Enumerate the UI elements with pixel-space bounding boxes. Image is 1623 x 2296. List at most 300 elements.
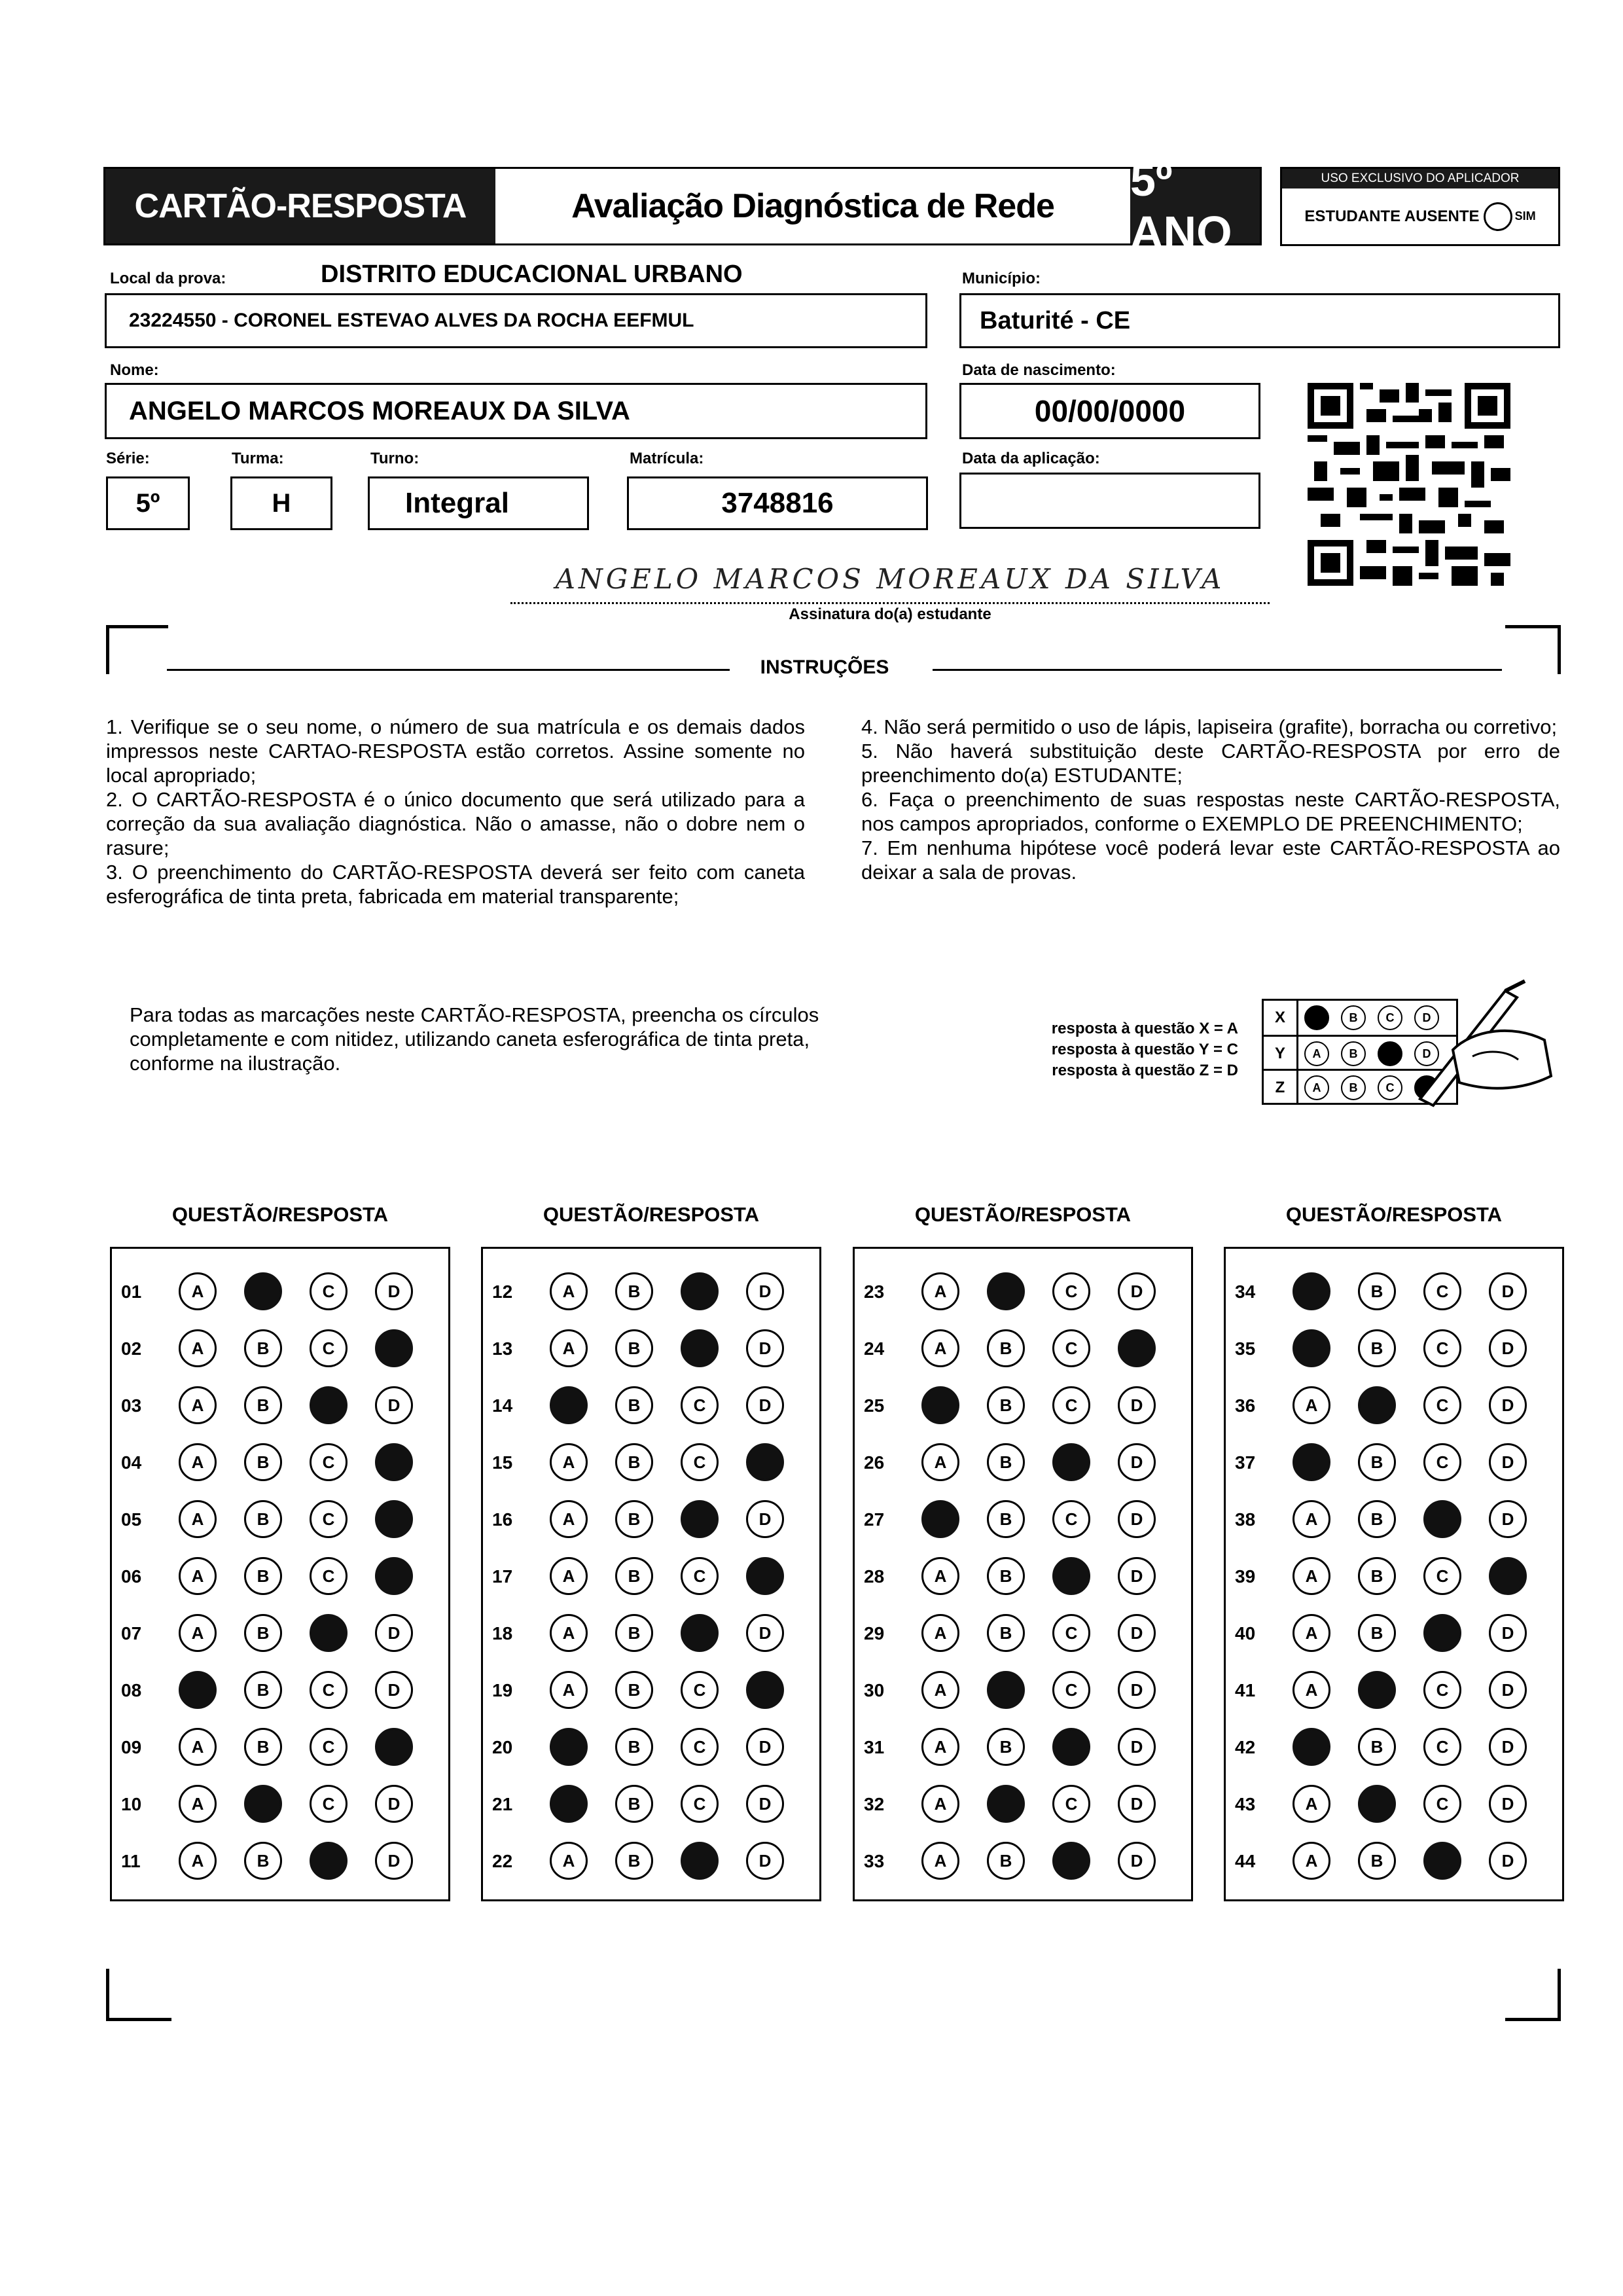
answer-bubble-a[interactable] [921, 1500, 959, 1538]
answer-bubble-a[interactable] [1293, 1728, 1330, 1766]
answer-bubble-c[interactable]: C [1423, 1785, 1461, 1823]
answer-bubble-b[interactable]: B [244, 1728, 282, 1766]
answer-bubble-a[interactable]: A [179, 1500, 217, 1538]
answer-bubble-a[interactable] [550, 1386, 588, 1424]
answer-bubble-a[interactable] [1293, 1443, 1330, 1481]
instruction-2: 2. O CARTÃO-RESPOSTA é o único documento que será utilizado para a correção da sua avaliação diagnóstica. Não o amasse, não o dobre nem o rasure; [106, 788, 805, 859]
answer-bubble-d[interactable]: D [1118, 1614, 1156, 1652]
instructions-right [861, 715, 1560, 884]
question-row [855, 1325, 1191, 1371]
question-number: 30 [864, 1680, 885, 1700]
example-line-y: resposta à questão Y = C [1051, 1041, 1238, 1058]
grade-label: 5º ANO [1130, 169, 1260, 243]
answer-bubble-c[interactable] [1052, 1557, 1090, 1595]
answer-bubble-c[interactable] [681, 1842, 719, 1880]
answer-bubble-a[interactable] [550, 1728, 588, 1766]
answer-bubble-a[interactable]: A [550, 1329, 588, 1367]
absent-label: ESTUDANTE AUSENTE [1304, 207, 1480, 225]
answer-bubble-d[interactable]: D [1118, 1386, 1156, 1424]
answer-bubble-b[interactable] [1358, 1386, 1396, 1424]
question-row [112, 1325, 448, 1371]
example-line-z: resposta à questão Z = D [1052, 1062, 1238, 1079]
answer-bubble-a[interactable]: A [921, 1614, 959, 1652]
answer-column-3 [853, 1247, 1193, 1901]
absent-bubble[interactable] [1484, 202, 1512, 231]
question-number: 21 [492, 1794, 513, 1814]
question-row [1226, 1382, 1562, 1428]
question-number: 29 [864, 1623, 885, 1643]
answer-bubble-b[interactable]: B [615, 1785, 653, 1823]
answer-bubble-c[interactable]: C [1052, 1500, 1090, 1538]
answer-bubble-a[interactable]: A [921, 1842, 959, 1880]
answer-bubble-c[interactable]: C [681, 1443, 719, 1481]
question-number: 02 [121, 1338, 142, 1359]
question-number: 06 [121, 1566, 142, 1587]
example-bubble-c [1378, 1041, 1402, 1066]
answer-bubble-d[interactable]: D [375, 1614, 413, 1652]
answer-bubble-d[interactable]: D [746, 1785, 784, 1823]
answer-bubble-c[interactable] [681, 1272, 719, 1310]
question-row [483, 1553, 819, 1599]
answer-bubble-a[interactable]: A [1293, 1500, 1330, 1538]
question-number: 19 [492, 1680, 513, 1700]
answer-bubble-b[interactable]: B [615, 1614, 653, 1652]
question-row [1226, 1781, 1562, 1827]
question-number: 09 [121, 1737, 142, 1757]
question-row [483, 1724, 819, 1770]
answer-bubble-a[interactable]: A [1293, 1386, 1330, 1424]
answer-bubble-b[interactable]: B [1358, 1557, 1396, 1595]
answer-bubble-d[interactable]: D [1118, 1443, 1156, 1481]
applicator-box [1280, 167, 1560, 246]
answer-bubble-c[interactable]: C [1052, 1272, 1090, 1310]
answer-bubble-d[interactable]: D [1489, 1386, 1527, 1424]
answer-bubble-a[interactable]: A [921, 1557, 959, 1595]
example-question-label: Z [1264, 1071, 1298, 1105]
turno-label: Turno: [370, 450, 419, 467]
answer-bubble-b[interactable]: B [244, 1443, 282, 1481]
answer-bubble-c[interactable] [310, 1386, 348, 1424]
serie-field[interactable]: 5º [106, 476, 190, 530]
answer-bubble-c[interactable]: C [1052, 1386, 1090, 1424]
answer-bubble-a[interactable]: A [550, 1842, 588, 1880]
answer-bubble-c[interactable]: C [310, 1272, 348, 1310]
answer-bubble-d[interactable]: D [1489, 1272, 1527, 1310]
answer-bubble-a[interactable]: A [179, 1728, 217, 1766]
answer-bubble-d[interactable]: D [1489, 1671, 1527, 1709]
answer-bubble-b[interactable]: B [615, 1500, 653, 1538]
question-row [855, 1496, 1191, 1542]
answer-bubble-a[interactable]: A [1293, 1557, 1330, 1595]
question-number: 38 [1235, 1509, 1256, 1530]
answer-bubble-b[interactable] [244, 1272, 282, 1310]
answer-bubble-a[interactable]: A [921, 1443, 959, 1481]
answer-bubble-a[interactable]: A [179, 1329, 217, 1367]
answer-bubble-b[interactable]: B [1358, 1614, 1396, 1652]
answer-bubble-b[interactable]: B [987, 1443, 1025, 1481]
question-row [483, 1325, 819, 1371]
answer-bubble-d[interactable] [1118, 1329, 1156, 1367]
question-number: 08 [121, 1680, 142, 1700]
answer-bubble-a[interactable]: A [550, 1500, 588, 1538]
question-row [483, 1667, 819, 1713]
answer-bubble-b[interactable]: B [987, 1728, 1025, 1766]
answer-bubble-b[interactable]: B [244, 1329, 282, 1367]
answer-bubble-c[interactable] [681, 1614, 719, 1652]
question-number: 35 [1235, 1338, 1256, 1359]
answer-bubble-b[interactable]: B [1358, 1443, 1396, 1481]
example-question-label: X [1264, 1001, 1298, 1035]
answer-bubble-c[interactable]: C [1052, 1671, 1090, 1709]
answer-bubble-d[interactable]: D [746, 1329, 784, 1367]
answer-bubble-b[interactable]: B [987, 1557, 1025, 1595]
question-row [112, 1838, 448, 1884]
question-row [112, 1781, 448, 1827]
municipio-field[interactable]: Baturité - CE [959, 293, 1560, 348]
answer-bubble-c[interactable]: C [1423, 1386, 1461, 1424]
answer-bubble-d[interactable]: D [1118, 1785, 1156, 1823]
question-row [1226, 1268, 1562, 1314]
question-number: 05 [121, 1509, 142, 1530]
example-bubble-b: B [1341, 1005, 1366, 1030]
answer-bubble-b[interactable] [244, 1785, 282, 1823]
question-number: 07 [121, 1623, 142, 1643]
question-number: 37 [1235, 1452, 1256, 1473]
question-number: 22 [492, 1851, 513, 1871]
answer-bubble-d[interactable]: D [1118, 1272, 1156, 1310]
qr-code [1308, 383, 1510, 586]
answer-bubble-a[interactable]: A [550, 1443, 588, 1481]
question-row [855, 1781, 1191, 1827]
question-row [1226, 1439, 1562, 1485]
answer-bubble-a[interactable]: A [179, 1842, 217, 1880]
answer-bubble-a[interactable]: A [1293, 1785, 1330, 1823]
answer-bubble-d[interactable] [746, 1671, 784, 1709]
answer-bubble-c[interactable] [310, 1614, 348, 1652]
answer-bubble-b[interactable]: B [615, 1443, 653, 1481]
question-number: 04 [121, 1452, 142, 1473]
question-number: 27 [864, 1509, 885, 1530]
answer-bubble-c[interactable] [310, 1842, 348, 1880]
example-line-x: resposta à questão X = A [1051, 1020, 1238, 1037]
answer-bubble-d[interactable]: D [375, 1671, 413, 1709]
answer-bubble-c[interactable]: C [1423, 1443, 1461, 1481]
answer-bubble-b[interactable]: B [615, 1272, 653, 1310]
question-row [483, 1838, 819, 1884]
question-row [483, 1781, 819, 1827]
answer-bubble-a[interactable]: A [179, 1614, 217, 1652]
question-row [1226, 1610, 1562, 1656]
question-row [855, 1838, 1191, 1884]
question-row [855, 1610, 1191, 1656]
answer-bubble-c[interactable]: C [1052, 1329, 1090, 1367]
answer-bubble-b[interactable]: B [987, 1614, 1025, 1652]
example-bubble-d: D [1414, 1005, 1439, 1030]
instruction-4: 4. Não será permitido o uso de lápis, lapiseira (grafite), borracha ou corretivo; [861, 715, 1558, 738]
corner-mark-top-right [1505, 625, 1561, 674]
answer-column-1 [110, 1247, 450, 1901]
question-row [483, 1268, 819, 1314]
answer-bubble-b[interactable]: B [1358, 1329, 1396, 1367]
instructions-left [106, 715, 805, 908]
instructions-rule-left [167, 669, 730, 671]
example-bubble-c: C [1378, 1075, 1402, 1100]
answer-bubble-c[interactable] [681, 1500, 719, 1538]
answer-bubble-c[interactable] [681, 1329, 719, 1367]
answer-bubble-c[interactable]: C [310, 1557, 348, 1595]
answer-bubble-c[interactable]: C [1423, 1671, 1461, 1709]
question-number: 44 [1235, 1851, 1256, 1871]
question-row [112, 1439, 448, 1485]
question-number: 39 [1235, 1566, 1256, 1587]
answer-bubble-d[interactable] [375, 1443, 413, 1481]
answer-bubble-a[interactable]: A [179, 1386, 217, 1424]
answer-bubble-b[interactable]: B [615, 1671, 653, 1709]
answer-bubble-c[interactable]: C [310, 1785, 348, 1823]
example-bubble-a: A [1304, 1041, 1329, 1066]
answer-bubble-b[interactable] [1358, 1785, 1396, 1823]
answer-bubble-a[interactable]: A [179, 1272, 217, 1310]
nascimento-label: Data de nascimento: [962, 361, 1116, 379]
answer-bubble-c[interactable]: C [310, 1728, 348, 1766]
answer-bubble-b[interactable]: B [615, 1557, 653, 1595]
answer-bubble-c[interactable]: C [310, 1671, 348, 1709]
answer-bubble-d[interactable] [1489, 1557, 1527, 1595]
turma-label: Turma: [232, 450, 284, 467]
turma-field[interactable]: H [230, 476, 332, 530]
instruction-5: 5. Não haverá substituição deste CARTÃO-RESPOSTA por erro de preenchimento do(a) ESTUDANTE; [861, 740, 1560, 787]
example-question-label: Y [1264, 1037, 1298, 1071]
question-number: 25 [864, 1395, 885, 1416]
answer-bubble-d[interactable]: D [375, 1842, 413, 1880]
answer-bubble-d[interactable]: D [746, 1842, 784, 1880]
answer-bubble-a[interactable]: A [921, 1671, 959, 1709]
answer-bubble-d[interactable] [746, 1557, 784, 1595]
answer-bubble-a[interactable]: A [921, 1785, 959, 1823]
question-number: 01 [121, 1282, 142, 1302]
answer-bubble-d[interactable] [375, 1728, 413, 1766]
question-row [855, 1667, 1191, 1713]
answer-bubble-d[interactable] [375, 1500, 413, 1538]
answer-bubble-a[interactable] [1293, 1329, 1330, 1367]
answer-bubble-a[interactable]: A [550, 1272, 588, 1310]
answer-bubble-c[interactable]: C [681, 1785, 719, 1823]
corner-mark-bottom-right [1505, 1969, 1561, 2021]
answer-bubble-b[interactable]: B [987, 1500, 1025, 1538]
answer-bubble-c[interactable] [1423, 1500, 1461, 1538]
answer-bubble-b[interactable]: B [615, 1842, 653, 1880]
question-number: 31 [864, 1737, 885, 1757]
answer-bubble-d[interactable]: D [1118, 1671, 1156, 1709]
answer-bubble-a[interactable]: A [1293, 1614, 1330, 1652]
column-header-2: QUESTÃO/RESPOSTA [543, 1203, 760, 1226]
answer-bubble-d[interactable]: D [746, 1386, 784, 1424]
local-district: DISTRITO EDUCACIONAL URBANO [321, 260, 743, 288]
answer-bubble-a[interactable] [1293, 1272, 1330, 1310]
answer-bubble-c[interactable] [1052, 1842, 1090, 1880]
column-header-4: QUESTÃO/RESPOSTA [1285, 1203, 1503, 1226]
matricula-field[interactable]: 3748816 [627, 476, 928, 530]
municipio-label: Município: [962, 270, 1041, 287]
answer-bubble-b[interactable]: B [987, 1329, 1025, 1367]
answer-bubble-d[interactable]: D [1489, 1785, 1527, 1823]
answer-bubble-c[interactable]: C [681, 1728, 719, 1766]
answer-bubble-b[interactable] [987, 1785, 1025, 1823]
answer-bubble-b[interactable]: B [615, 1728, 653, 1766]
example-bubble-a: A [1304, 1075, 1329, 1100]
question-row [483, 1382, 819, 1428]
instructions-rule-right [933, 669, 1502, 671]
answer-bubble-b[interactable]: B [244, 1842, 282, 1880]
answer-bubble-d[interactable]: D [746, 1272, 784, 1310]
answer-bubble-c[interactable] [1423, 1842, 1461, 1880]
column-header-3: QUESTÃO/RESPOSTA [914, 1203, 1132, 1226]
answer-bubble-b[interactable]: B [244, 1386, 282, 1424]
answer-bubble-a[interactable]: A [550, 1614, 588, 1652]
answer-bubble-c[interactable] [1052, 1728, 1090, 1766]
answer-bubble-c[interactable]: C [1052, 1785, 1090, 1823]
answer-bubble-d[interactable]: D [1118, 1728, 1156, 1766]
question-row [112, 1667, 448, 1713]
answer-bubble-c[interactable]: C [681, 1386, 719, 1424]
answer-bubble-c[interactable]: C [1423, 1728, 1461, 1766]
answer-bubble-d[interactable]: D [1489, 1329, 1527, 1367]
answer-bubble-a[interactable] [921, 1386, 959, 1424]
question-row [483, 1439, 819, 1485]
question-row [112, 1268, 448, 1314]
nome-field[interactable]: ANGELO MARCOS MOREAUX DA SILVA [105, 383, 927, 439]
answer-bubble-a[interactable]: A [1293, 1671, 1330, 1709]
answer-bubble-c[interactable] [1052, 1443, 1090, 1481]
question-number: 14 [492, 1395, 513, 1416]
answer-bubble-d[interactable] [375, 1329, 413, 1367]
example-bubble-c: C [1378, 1005, 1402, 1030]
answer-bubble-b[interactable]: B [615, 1329, 653, 1367]
yes-label: SIM [1514, 209, 1536, 223]
answer-bubble-c[interactable]: C [1423, 1329, 1461, 1367]
answer-column-4 [1224, 1247, 1564, 1901]
answer-bubble-b[interactable] [1358, 1671, 1396, 1709]
question-row [112, 1496, 448, 1542]
instructions-title: INSTRUÇÕES [760, 656, 889, 678]
answer-bubble-d[interactable]: D [1489, 1500, 1527, 1538]
instruction-6: 6. Faça o preenchimento de suas respostas neste CARTÃO-RESPOSTA, nos campos apropriados, conforme o EXEMPLO DE PREENCHIMENTO; [861, 788, 1560, 835]
answer-bubble-a[interactable]: A [921, 1329, 959, 1367]
answer-bubble-a[interactable] [550, 1785, 588, 1823]
answer-bubble-d[interactable]: D [375, 1386, 413, 1424]
answer-bubble-d[interactable]: D [746, 1614, 784, 1652]
answer-bubble-d[interactable]: D [746, 1728, 784, 1766]
question-row [855, 1268, 1191, 1314]
answer-bubble-b[interactable]: B [1358, 1500, 1396, 1538]
question-number: 16 [492, 1509, 513, 1530]
answer-bubble-a[interactable]: A [1293, 1842, 1330, 1880]
answer-bubble-a[interactable]: A [921, 1272, 959, 1310]
answer-bubble-a[interactable]: A [550, 1557, 588, 1595]
question-number: 42 [1235, 1737, 1256, 1757]
answer-bubble-c[interactable]: C [1052, 1614, 1090, 1652]
nascimento-field[interactable]: 00/00/0000 [959, 383, 1260, 439]
answer-bubble-b[interactable]: B [1358, 1842, 1396, 1880]
question-row [1226, 1838, 1562, 1884]
question-row [1226, 1553, 1562, 1599]
card-title: CARTÃO-RESPOSTA [105, 169, 495, 243]
answer-bubble-a[interactable]: A [179, 1785, 217, 1823]
answer-bubble-d[interactable]: D [375, 1785, 413, 1823]
question-number: 43 [1235, 1794, 1256, 1814]
local-field[interactable]: 23224550 - CORONEL ESTEVAO ALVES DA ROCHA EEFMUL [105, 293, 927, 348]
answer-bubble-d[interactable]: D [375, 1272, 413, 1310]
answer-bubble-c[interactable]: C [681, 1671, 719, 1709]
answer-bubble-b[interactable]: B [244, 1557, 282, 1595]
answer-bubble-c[interactable]: C [1423, 1272, 1461, 1310]
answer-bubble-d[interactable]: D [1489, 1728, 1527, 1766]
answer-bubble-b[interactable]: B [987, 1386, 1025, 1424]
answer-bubble-b[interactable] [987, 1272, 1025, 1310]
answer-bubble-b[interactable] [987, 1671, 1025, 1709]
question-row [483, 1496, 819, 1542]
question-row [855, 1382, 1191, 1428]
aplicacao-label: Data da aplicação: [962, 450, 1100, 467]
answer-bubble-c[interactable]: C [310, 1500, 348, 1538]
answer-bubble-a[interactable] [179, 1671, 217, 1709]
question-row [1226, 1496, 1562, 1542]
answer-bubble-a[interactable]: A [179, 1443, 217, 1481]
answer-bubble-b[interactable]: B [987, 1842, 1025, 1880]
answer-bubble-a[interactable]: A [550, 1671, 588, 1709]
instruction-7: 7. Em nenhuma hipótese você poderá levar este CARTÃO-RESPOSTA ao deixar a sala de provas. [861, 836, 1560, 884]
answer-bubble-a[interactable]: A [179, 1557, 217, 1595]
answer-bubble-d[interactable]: D [1118, 1842, 1156, 1880]
question-row [855, 1724, 1191, 1770]
answer-bubble-b[interactable]: B [1358, 1728, 1396, 1766]
answer-bubble-a[interactable]: A [921, 1728, 959, 1766]
answer-bubble-d[interactable]: D [746, 1500, 784, 1538]
question-row [1226, 1724, 1562, 1770]
answer-bubble-d[interactable] [375, 1557, 413, 1595]
answer-bubble-b[interactable]: B [1358, 1272, 1396, 1310]
fill-note: Para todas as marcações neste CARTÃO-RESPOSTA, preencha os círculos completamente e com nitidez, utilizando caneta esferográfica de tinta preta, conforme na ilustração. [130, 1003, 819, 1075]
question-row [112, 1724, 448, 1770]
aplicacao-field[interactable] [959, 473, 1260, 529]
column-header-1: QUESTÃO/RESPOSTA [171, 1203, 389, 1226]
answer-bubble-b[interactable]: B [244, 1500, 282, 1538]
question-row [855, 1553, 1191, 1599]
answer-bubble-c[interactable]: C [681, 1557, 719, 1595]
answer-bubble-d[interactable]: D [1489, 1842, 1527, 1880]
answer-bubble-c[interactable]: C [1423, 1557, 1461, 1595]
answer-bubble-b[interactable]: B [244, 1614, 282, 1652]
question-number: 40 [1235, 1623, 1256, 1643]
question-number: 34 [1235, 1282, 1256, 1302]
answer-bubble-d[interactable]: D [1489, 1443, 1527, 1481]
answer-bubble-b[interactable]: B [615, 1386, 653, 1424]
question-number: 33 [864, 1851, 885, 1871]
answer-bubble-d[interactable]: D [1489, 1614, 1527, 1652]
question-row [855, 1439, 1191, 1485]
answer-bubble-c[interactable] [1423, 1614, 1461, 1652]
turno-field[interactable]: Integral [368, 476, 589, 530]
pen-hand-illustration [1414, 978, 1558, 1109]
answer-bubble-d[interactable] [746, 1443, 784, 1481]
question-row [112, 1610, 448, 1656]
question-number: 32 [864, 1794, 885, 1814]
answer-bubble-d[interactable]: D [1118, 1500, 1156, 1538]
answer-bubble-d[interactable]: D [1118, 1557, 1156, 1595]
answer-bubble-c[interactable]: C [310, 1443, 348, 1481]
answer-bubble-b[interactable]: B [244, 1671, 282, 1709]
answer-bubble-c[interactable]: C [310, 1329, 348, 1367]
